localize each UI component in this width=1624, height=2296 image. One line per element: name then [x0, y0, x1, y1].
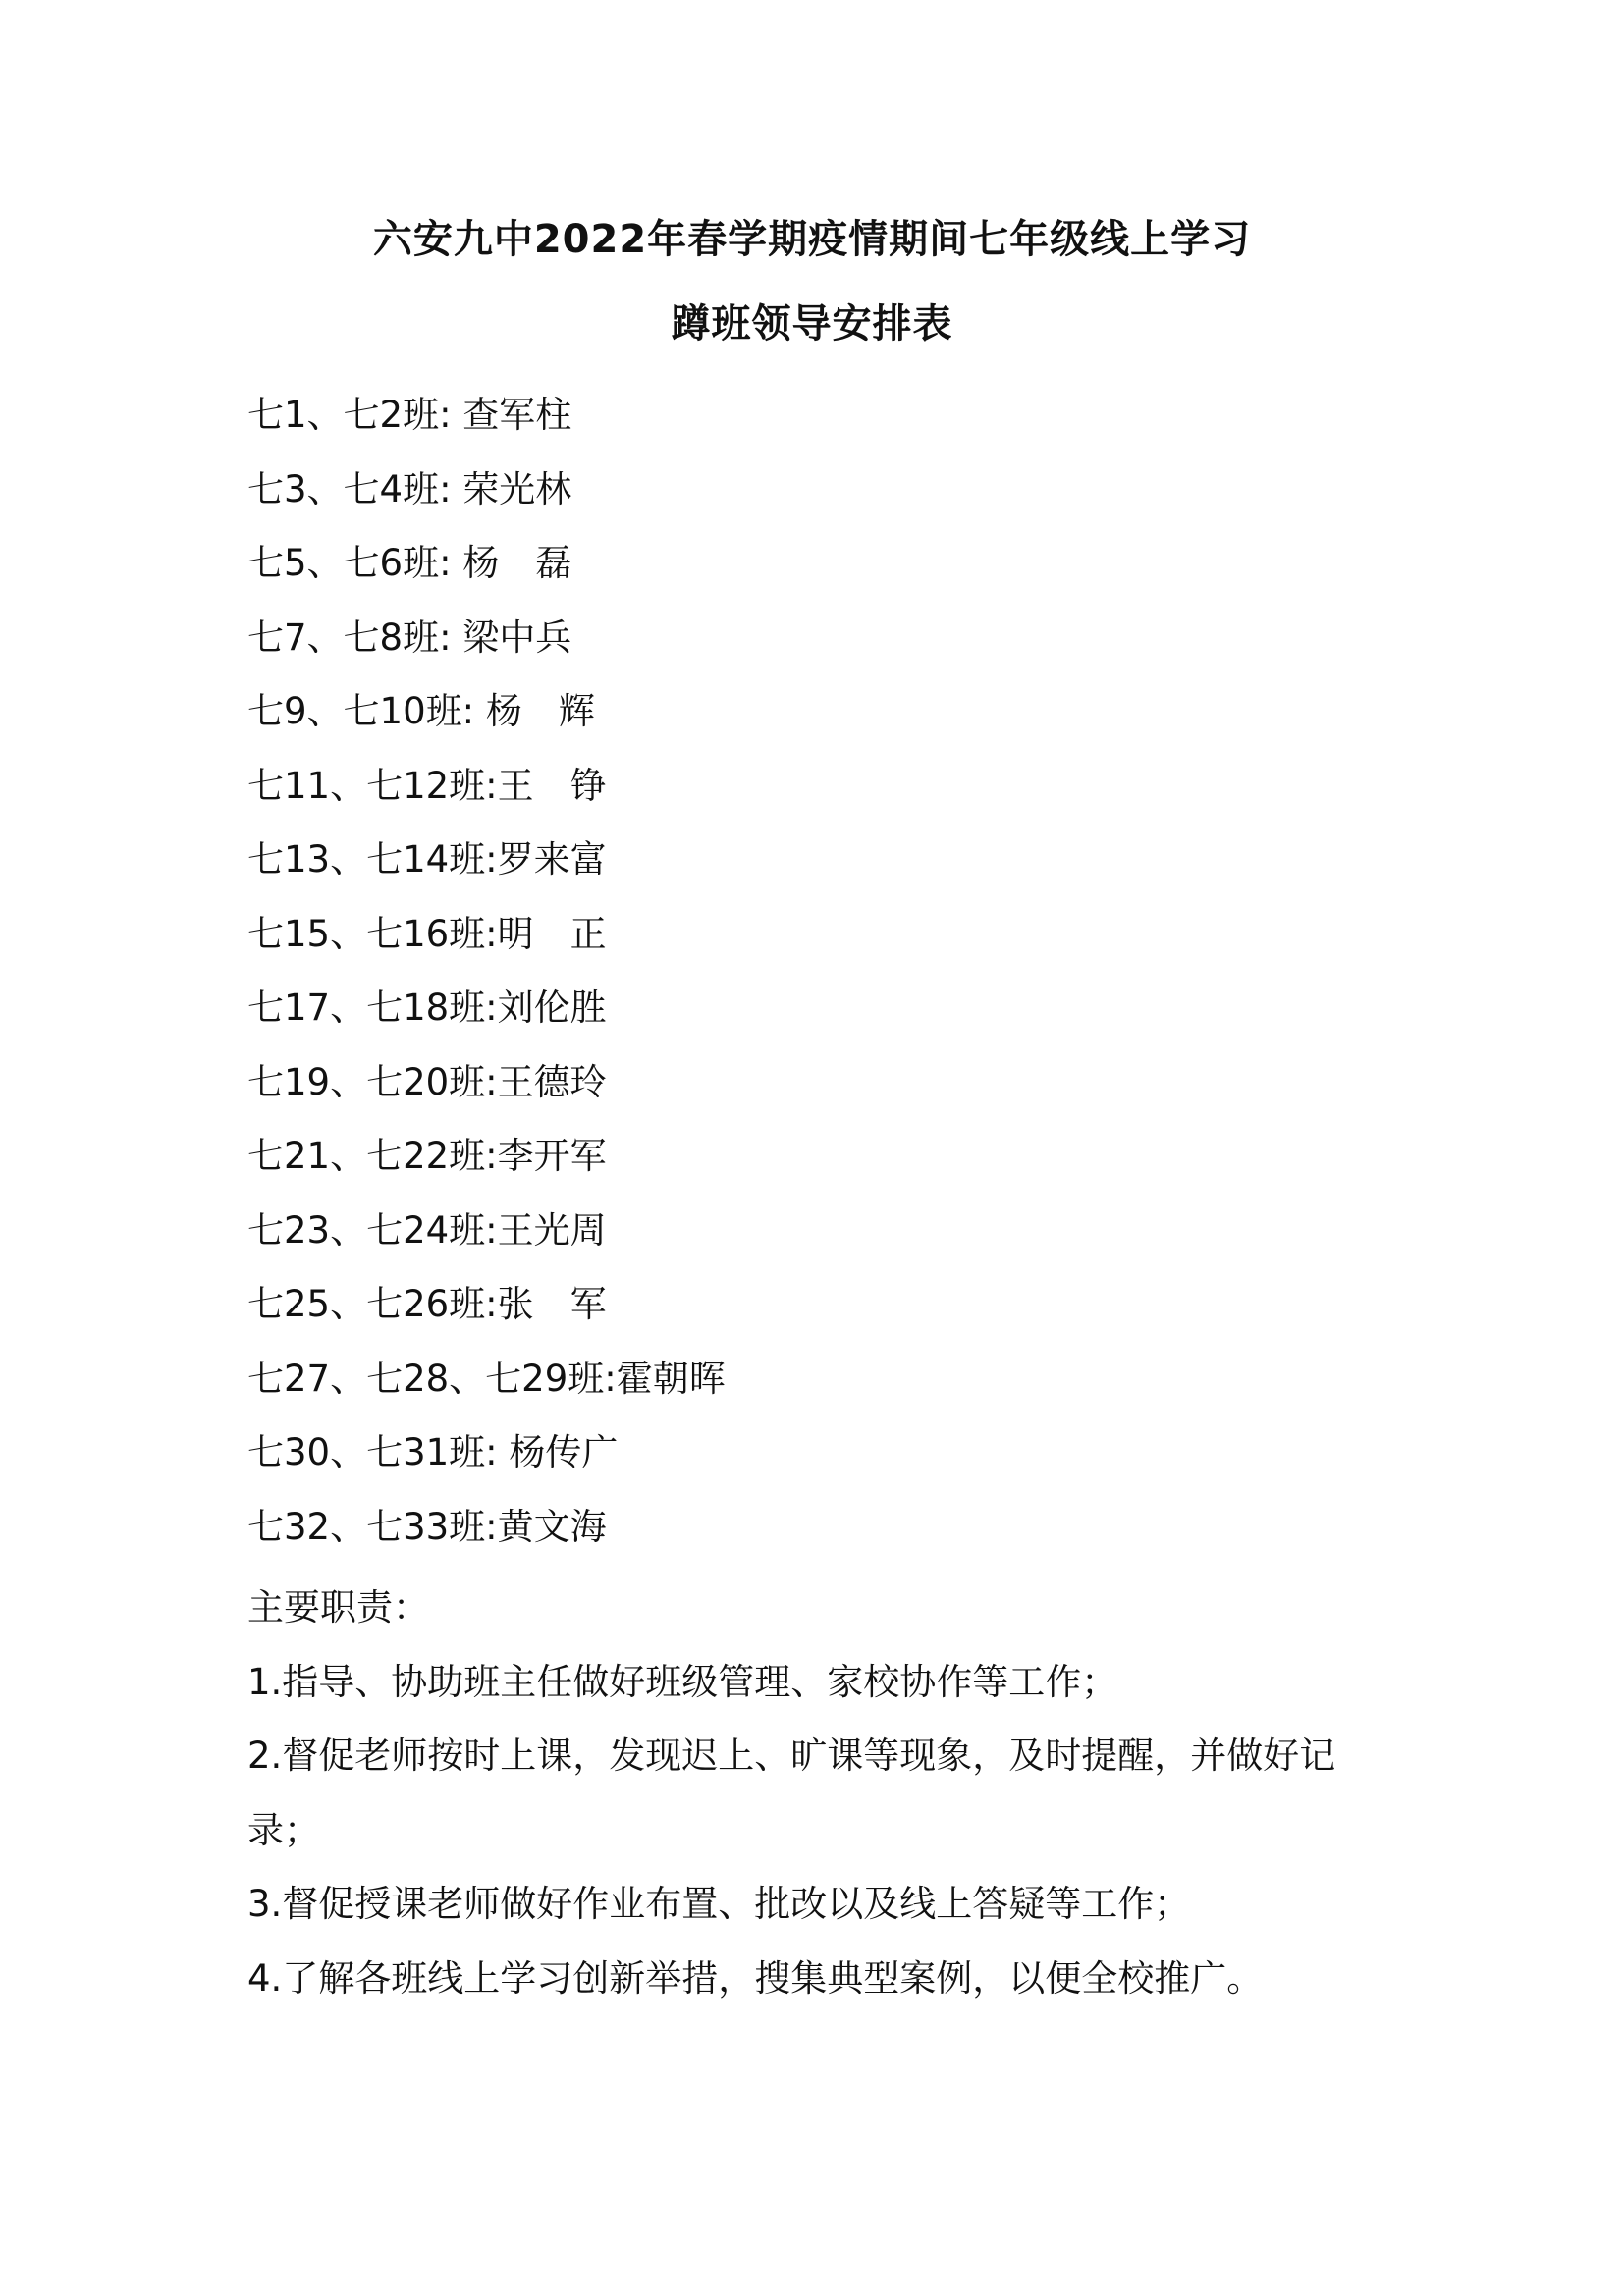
duty-item: 4.了解各班线上学习创新举措，搜集典型案例，以便全校推广。 [247, 1956, 1264, 2000]
assignment-item: 七5、七6班: 杨 磊 [247, 542, 572, 584]
assignment-item: 七21、七22班:李开军 [247, 1135, 607, 1177]
assignment-item: 七7、七8班: 梁中兵 [247, 615, 572, 659]
assignment-item: 七23、七24班:王光周 [247, 1208, 607, 1252]
assignment-item: 七3、七4班: 荣光林 [247, 467, 572, 510]
assignment-item: 七9、七10班: 杨 辉 [247, 690, 595, 732]
document-title-line-2: 蹲班领导安排表 [671, 301, 953, 347]
document-title-line-1: 六安九中2022年春学期疫情期间七年级线上学习 [372, 217, 1252, 262]
assignment-item: 七13、七14班:罗来富 [247, 838, 607, 881]
assignment-item: 七15、七16班:明 正 [247, 912, 607, 955]
duty-item: 3.督促授课老师做好作业布置、批改以及线上答疑等工作； [247, 1883, 1191, 1925]
assignment-item: 七32、七33班:黄文海 [247, 1505, 607, 1548]
assignment-item: 七19、七20班:王德玲 [247, 1060, 607, 1103]
assignment-item: 七25、七26班:张 军 [247, 1283, 607, 1325]
assignment-item: 七27、七28、七29班:霍朝晖 [247, 1357, 726, 1400]
assignment-item: 七11、七12班:王 铮 [247, 764, 607, 807]
duties-section [247, 1571, 1406, 2015]
duty-item: 1.指导、协助班主任做好班级管理、家校协作等工作； [247, 1660, 1118, 1703]
assignment-item: 七17、七18班:刘伦胜 [247, 987, 607, 1029]
assignment-list [247, 386, 1406, 1572]
assignment-item: 七30、七31班: 杨传广 [247, 1431, 619, 1473]
assignment-item: 七1、七2班: 查军柱 [247, 394, 572, 436]
duties-heading: 主要职责： [247, 1586, 429, 1629]
duty-item: 2.督促老师按时上课，发现迟上、旷课等现象，及时提醒，并做好记录； [247, 1735, 1336, 1851]
